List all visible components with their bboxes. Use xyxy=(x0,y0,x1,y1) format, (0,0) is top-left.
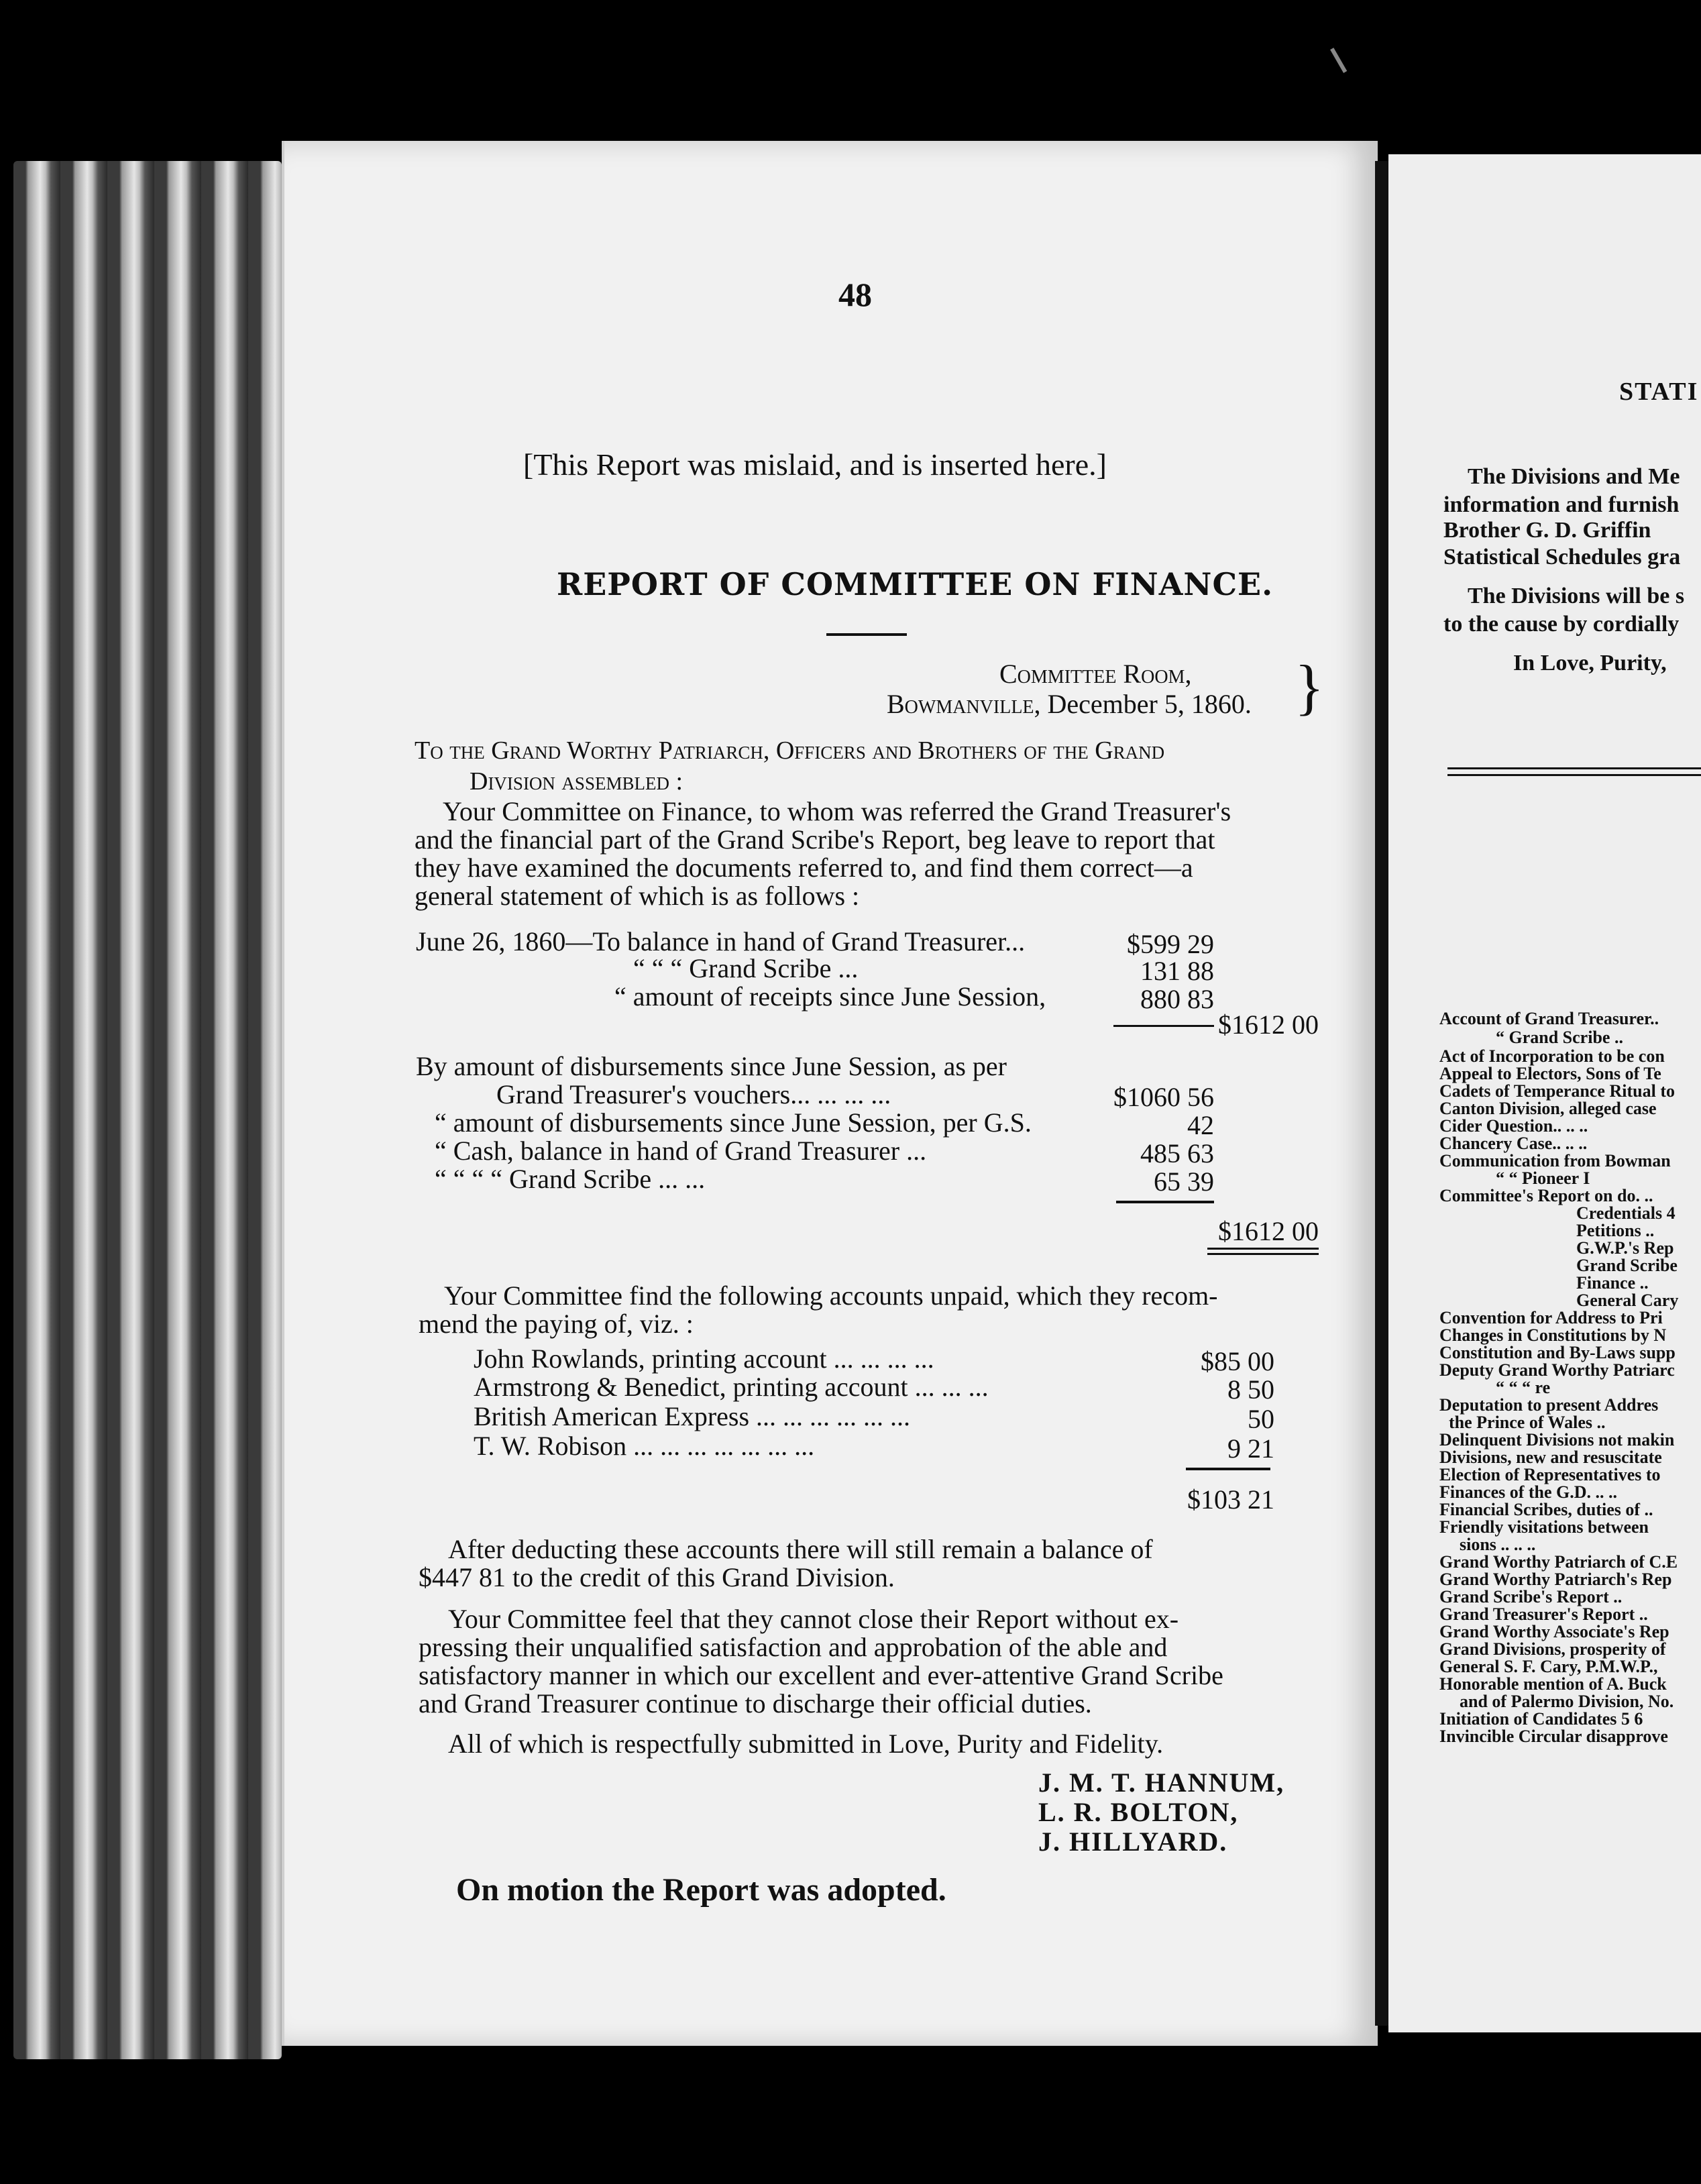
intro-line: general statement of which is as follows : xyxy=(415,881,860,911)
signature: L. R. BOLTON, xyxy=(1038,1797,1239,1827)
submitted-line: All of which is respectfully submitted in Love, Purity and Fidelity. xyxy=(448,1729,1164,1759)
index-entry: General S. F. Cary, P.M.W.P., xyxy=(1439,1657,1658,1676)
report-title: REPORT OF COMMITTEE ON FINANCE. xyxy=(557,566,1274,602)
index-entry: Credentials 4 xyxy=(1576,1203,1676,1223)
disbursement-amount: 42 xyxy=(1187,1110,1214,1140)
page-number: 48 xyxy=(838,276,872,313)
index-entry: Constitution and By-Laws supp xyxy=(1439,1343,1676,1362)
right-rule-2 xyxy=(1447,774,1701,776)
motion-line: On motion the Report was adopted. xyxy=(456,1872,946,1908)
unpaid-amount: 50 xyxy=(1248,1404,1274,1434)
disbursement-amount: $1060 56 xyxy=(1113,1082,1214,1112)
after-line: $447 81 to the credit of this Grand Division. xyxy=(419,1562,895,1592)
closing-line: Your Committee feel that they cannot close their Report without ex- xyxy=(448,1604,1179,1634)
right-line: The Divisions and Me xyxy=(1468,464,1680,489)
inserted-note: [This Report was mislaid, and is inserted here.] xyxy=(523,447,1107,482)
disbursement-amount: 65 39 xyxy=(1154,1166,1214,1197)
index-entry: Convention for Address to Pri xyxy=(1439,1308,1663,1327)
receipt-amount: $599 29 xyxy=(1127,929,1214,959)
disbursement-label: “ Cash, balance in hand of Grand Treasurer ... xyxy=(435,1136,927,1166)
index-entry: Canton Division, alleged case xyxy=(1439,1099,1657,1118)
index-entry: Appeal to Electors, Sons of Te xyxy=(1439,1064,1661,1083)
disbursement-label: By amount of disbursements since June Session, as per xyxy=(416,1051,1007,1081)
book-gutter xyxy=(1375,161,1390,2026)
index-entry: Committee's Report on do. .. xyxy=(1439,1186,1653,1205)
place-line-1: Committee Room, xyxy=(999,659,1192,689)
intro-line: Your Committee on Finance, to whom was referred the Grand Treasurer's xyxy=(443,796,1231,826)
corner-mark xyxy=(1330,34,1370,73)
title-rule xyxy=(826,633,907,636)
receipt-label: “ “ “ Grand Scribe ... xyxy=(633,953,859,983)
index-entry: Petitions .. xyxy=(1576,1221,1655,1240)
index-entry: “ “ Pioneer I xyxy=(1496,1168,1590,1188)
address-line-1: To the Grand Worthy Patriarch, Officers and Brothers of the Grand xyxy=(415,736,1165,765)
index-entry: and of Palermo Division, No. xyxy=(1460,1692,1674,1711)
unpaid-label: British American Express ... ... ... ... ... ... xyxy=(474,1401,911,1431)
index-entry: Cider Question.. .. .. xyxy=(1439,1116,1588,1136)
index-entry: Financial Scribes, duties of .. xyxy=(1439,1500,1653,1519)
index-entry: Friendly visitations between xyxy=(1439,1517,1649,1537)
unpaid-amount: $85 00 xyxy=(1201,1346,1274,1376)
closing-line: and Grand Treasurer continue to discharge their official duties. xyxy=(419,1688,1092,1718)
total-rule-1 xyxy=(1207,1248,1319,1250)
index-entry: G.W.P.'s Rep xyxy=(1576,1238,1674,1258)
place-date: December 5, 1860. xyxy=(1040,689,1252,719)
total-rule-2 xyxy=(1207,1253,1319,1255)
signature: J. M. T. HANNUM, xyxy=(1038,1767,1285,1798)
unpaid-intro-line: mend the paying of, viz. : xyxy=(419,1309,694,1339)
index-entry: Grand Scribe xyxy=(1576,1256,1678,1275)
right-line: The Divisions will be s xyxy=(1468,584,1685,608)
index-entry: Changes in Constitutions by N xyxy=(1439,1325,1667,1345)
index-entry: Grand Divisions, prosperity of xyxy=(1439,1639,1666,1659)
receipt-label: June 26, 1860—To balance in hand of Grand Treasurer... xyxy=(416,926,1026,957)
book-edge xyxy=(13,161,282,2059)
index-entry: Initiation of Candidates 5 6 xyxy=(1439,1709,1643,1729)
right-line: Brother G. D. Griffin xyxy=(1443,518,1651,543)
receipt-label: “ amount of receipts since June Session, xyxy=(614,981,1046,1012)
receipts-total: $1612 00 xyxy=(1218,1009,1319,1040)
index-entry: Communication from Bowman xyxy=(1439,1151,1671,1170)
index-entry: Cadets of Temperance Ritual to xyxy=(1439,1081,1675,1101)
index-entry: Grand Worthy Associate's Rep xyxy=(1439,1622,1669,1641)
after-line: After deducting these accounts there will still remain a balance of xyxy=(448,1534,1153,1564)
disbursement-label: “ amount of disbursements since June Session, per G.S. xyxy=(435,1107,1032,1138)
index-entry: Grand Scribe's Report .. xyxy=(1439,1587,1623,1606)
disbursements-rule xyxy=(1116,1201,1214,1203)
index-entry: the Prince of Wales .. xyxy=(1449,1413,1606,1432)
unpaid-amount: 8 50 xyxy=(1227,1374,1274,1405)
index-entry: General Cary xyxy=(1576,1291,1679,1310)
index-entry: Deputation to present Addres xyxy=(1439,1395,1659,1415)
right-line: Statistical Schedules gra xyxy=(1443,545,1681,569)
address-line-2: Division assembled : xyxy=(470,767,683,796)
disbursement-amount: 485 63 xyxy=(1140,1138,1214,1168)
receipt-amount: 131 88 xyxy=(1140,956,1214,986)
index-entry: Election of Representatives to xyxy=(1439,1465,1661,1484)
index-entry: Delinquent Divisions not makin xyxy=(1439,1430,1675,1450)
index-entry: “ “ “ re xyxy=(1496,1378,1551,1397)
unpaid-label: Armstrong & Benedict, printing account ... ... ... xyxy=(474,1372,989,1402)
receipt-amount: 880 83 xyxy=(1140,984,1214,1014)
index-entry: Invincible Circular disapprove xyxy=(1439,1727,1668,1746)
unpaid-intro-line: Your Committee find the following accounts unpaid, which they recom- xyxy=(444,1280,1218,1311)
closing-line: pressing their unqualified satisfaction and approbation of the able and xyxy=(419,1632,1168,1662)
index-entry: Divisions, new and resuscitate xyxy=(1439,1448,1662,1467)
index-entry: Finance .. xyxy=(1576,1273,1649,1293)
right-line: In Love, Purity, xyxy=(1513,651,1667,675)
right-line: to the cause by cordially xyxy=(1443,612,1680,637)
place-town: Bowmanville, xyxy=(887,689,1041,719)
signature: J. HILLYARD. xyxy=(1038,1826,1228,1857)
place-brace: } xyxy=(1295,653,1325,721)
index-entry: Chancery Case.. .. .. xyxy=(1439,1134,1588,1153)
index-entry: sions .. .. .. xyxy=(1460,1535,1536,1554)
index-entry: Grand Treasurer's Report .. xyxy=(1439,1604,1648,1624)
index-entry: Deputy Grand Worthy Patriarc xyxy=(1439,1360,1675,1380)
index-entry: Account of Grand Treasurer.. xyxy=(1439,1009,1659,1028)
unpaid-label: John Rowlands, printing account ... ... ... ... xyxy=(474,1344,934,1374)
disbursement-label: “ “ “ “ Grand Scribe ... ... xyxy=(435,1164,706,1194)
disbursements-total: $1612 00 xyxy=(1218,1216,1319,1246)
right-heading: STATI xyxy=(1619,378,1699,406)
index-entry: Grand Worthy Patriarch of C.E xyxy=(1439,1552,1678,1572)
index-entry: “ Grand Scribe .. xyxy=(1496,1028,1623,1047)
index-entry: Finances of the G.D. .. .. xyxy=(1439,1482,1618,1502)
place-line-2 xyxy=(887,691,1252,718)
unpaid-total: $103 21 xyxy=(1187,1484,1274,1515)
intro-line: they have examined the documents referred to, and find them correct—a xyxy=(415,853,1193,883)
intro-line: and the financial part of the Grand Scribe's Report, beg leave to report that xyxy=(415,824,1215,855)
disbursement-label: Grand Treasurer's vouchers... ... ... ... xyxy=(496,1079,891,1109)
unpaid-label: T. W. Robison ... ... ... ... ... ... ... xyxy=(474,1431,815,1461)
unpaid-rule xyxy=(1186,1468,1270,1470)
index-entry: Act of Incorporation to be con xyxy=(1439,1046,1665,1066)
index-entry: Honorable mention of A. Buck xyxy=(1439,1674,1667,1694)
closing-line: satisfactory manner in which our excellent and ever-attentive Grand Scribe xyxy=(419,1660,1223,1690)
index-entry: Grand Worthy Patriarch's Rep xyxy=(1439,1570,1672,1589)
right-line: information and furnish xyxy=(1443,492,1680,517)
right-rule-1 xyxy=(1447,767,1701,769)
unpaid-amount: 9 21 xyxy=(1227,1433,1274,1464)
